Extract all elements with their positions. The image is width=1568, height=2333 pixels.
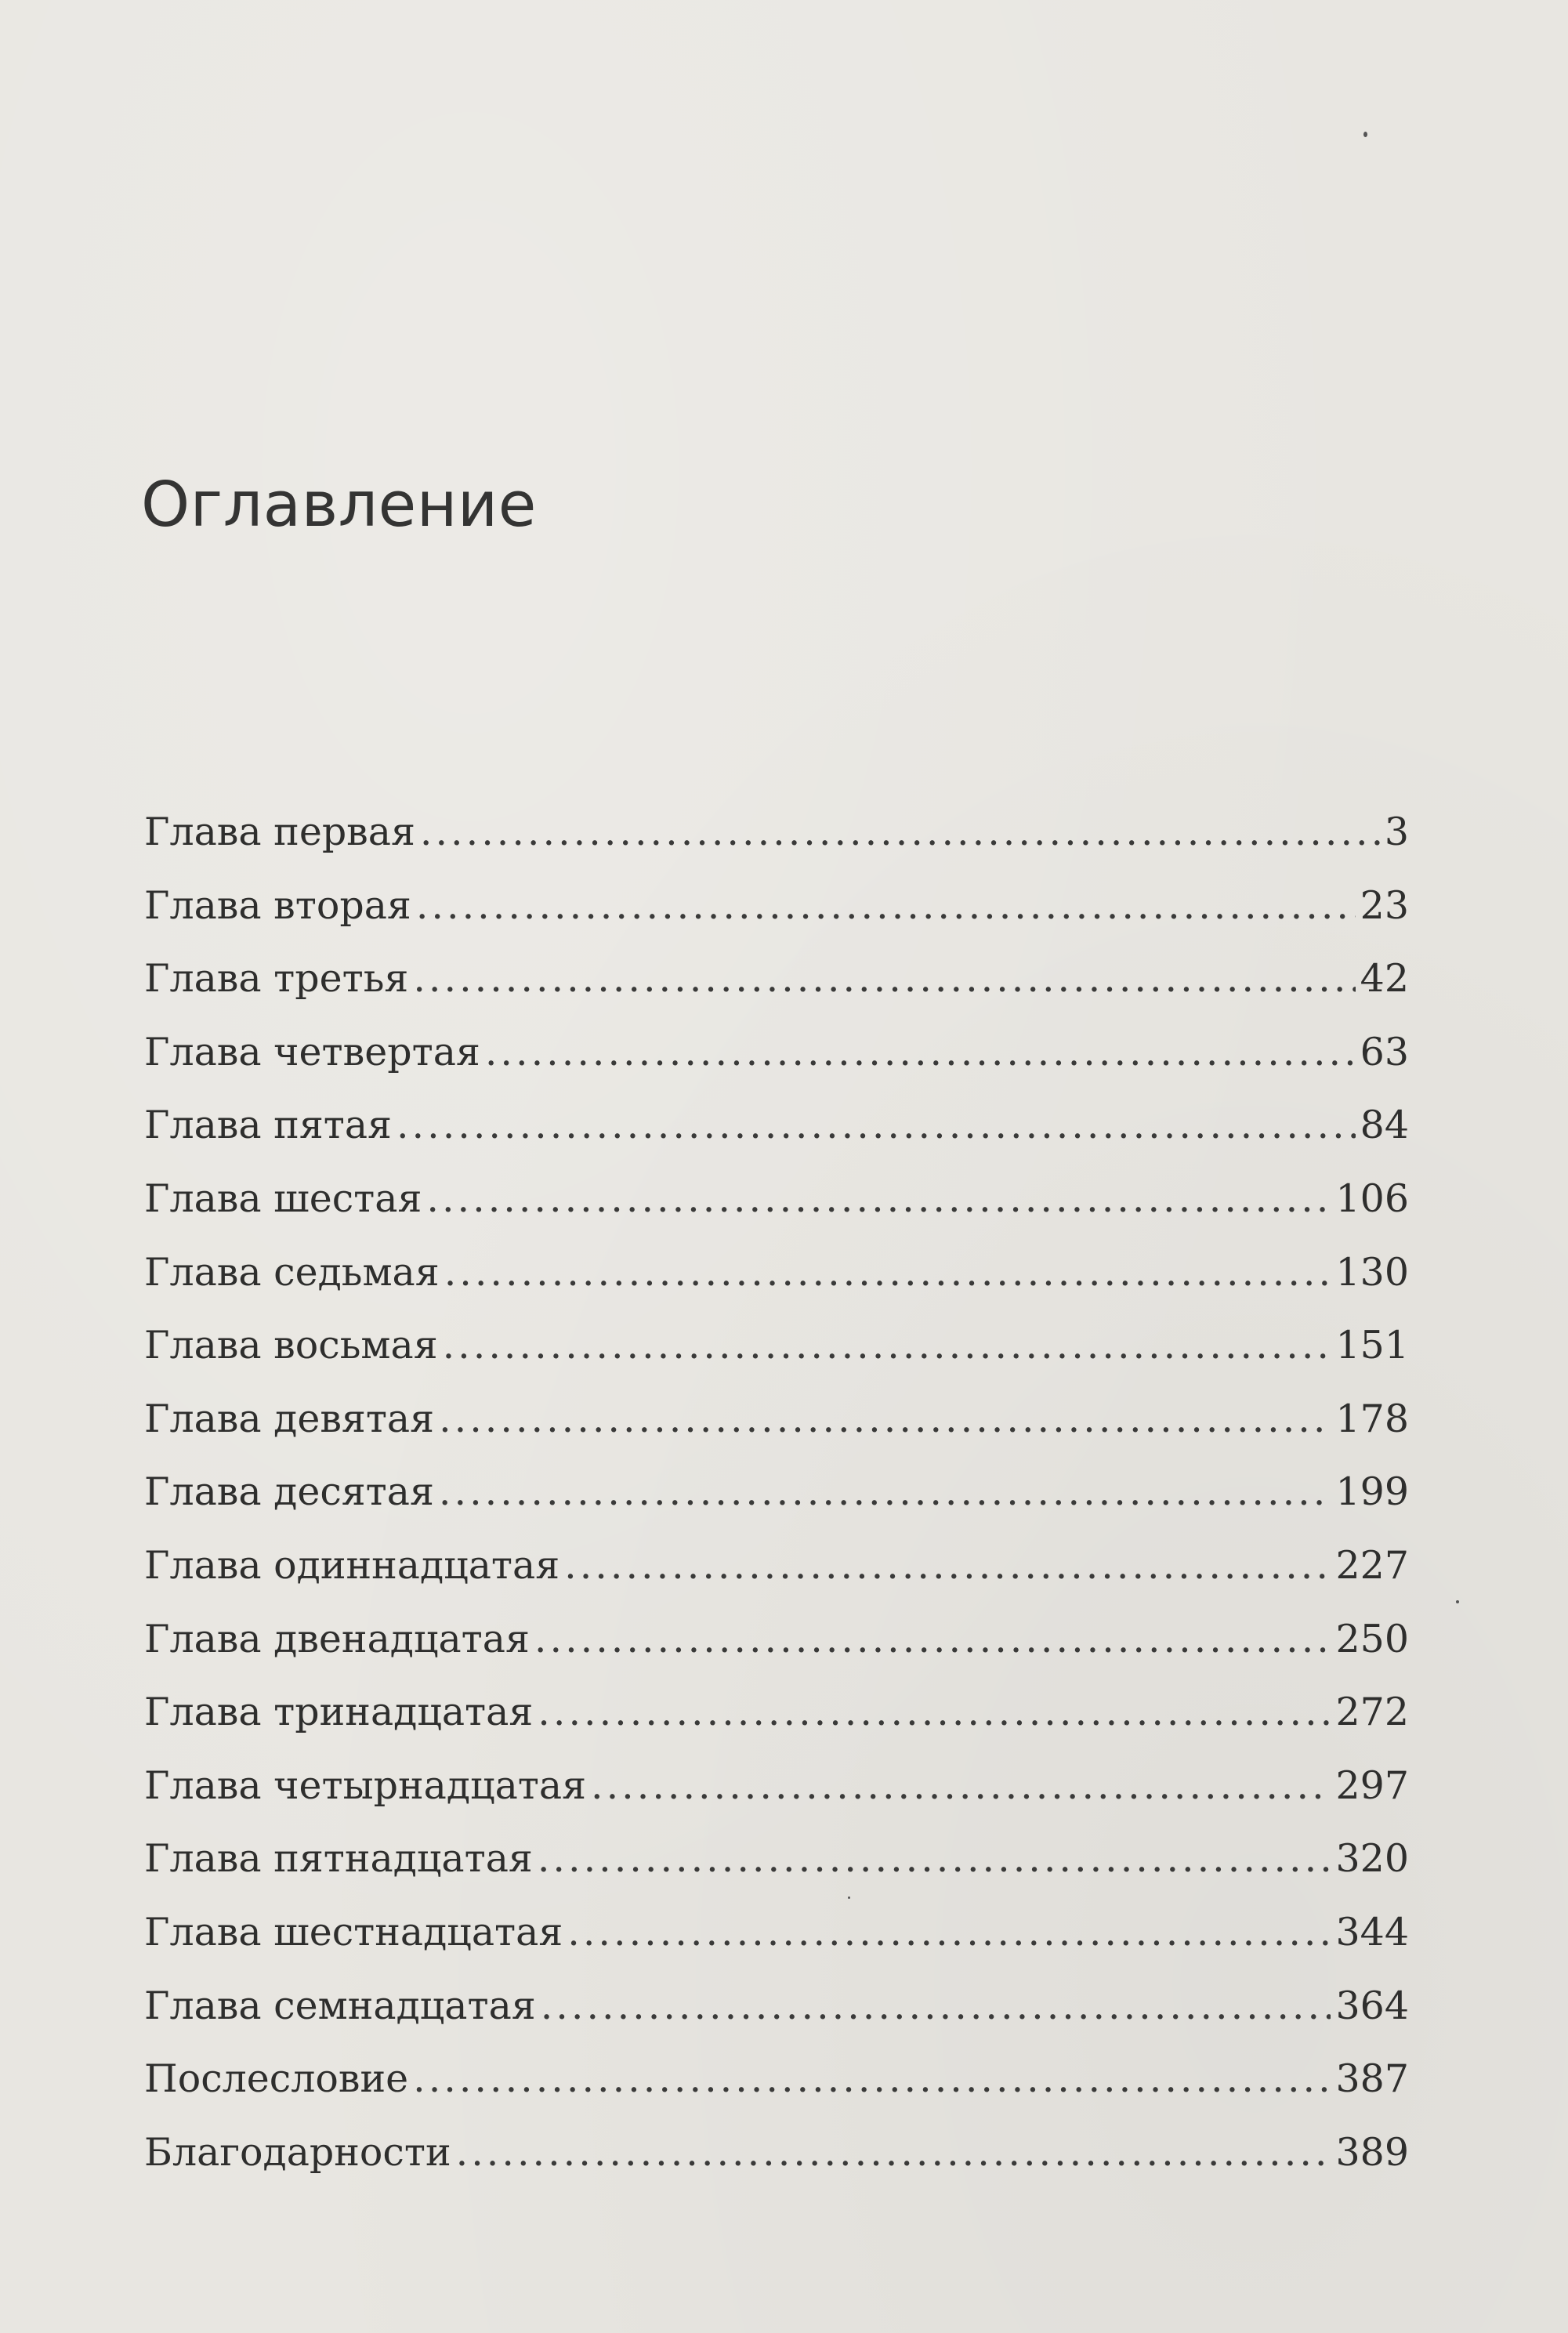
dot-leader — [413, 2042, 1331, 2116]
dot-leader — [538, 1675, 1331, 1749]
toc-entry — [144, 1236, 1409, 1310]
toc-entry-title: Глава девятая — [144, 1396, 435, 1441]
dot-leader — [426, 1162, 1331, 1236]
toc-entry-page: 3 — [1384, 810, 1409, 854]
page-title: Оглавление — [141, 469, 537, 541]
toc-entry — [144, 1309, 1409, 1382]
dot-leader — [444, 1236, 1331, 1310]
toc-entry-page: 106 — [1335, 1176, 1409, 1221]
paper-speck — [1456, 1600, 1459, 1603]
toc-entry — [144, 1382, 1409, 1456]
toc-entry-page: 227 — [1335, 1542, 1409, 1588]
toc-entry — [144, 795, 1409, 869]
toc-entry-page: 320 — [1335, 1836, 1409, 1882]
toc-entry-page: 178 — [1335, 1396, 1409, 1441]
toc-entry-title: Глава десятая — [144, 1469, 434, 1515]
dot-leader — [443, 1309, 1331, 1382]
toc-entry — [144, 869, 1409, 943]
toc-entry — [144, 2116, 1409, 2190]
toc-entry-title: Глава шестнадцатая — [144, 1909, 563, 1954]
toc-entry — [144, 1529, 1409, 1603]
toc-entry — [144, 2042, 1409, 2116]
toc-entry-page: 151 — [1335, 1323, 1409, 1368]
toc-entry-page: 63 — [1360, 1029, 1409, 1074]
toc-entry-title: Глава четвертая — [144, 1029, 480, 1074]
toc-entry-page: 272 — [1335, 1690, 1409, 1735]
toc-entry-title: Глава тринадцатая — [144, 1690, 534, 1735]
dot-leader — [564, 1529, 1331, 1603]
toc-entry — [144, 1969, 1409, 2043]
toc-entry-title: Глава вторая — [144, 882, 411, 928]
dot-leader — [413, 942, 1355, 1016]
toc-entry-title: Глава пятая — [144, 1103, 392, 1148]
toc-entry-page: 387 — [1335, 2056, 1409, 2102]
toc-entry — [144, 1603, 1409, 1676]
dot-leader — [591, 1749, 1331, 1823]
toc-entry-page: 297 — [1335, 1762, 1409, 1808]
dot-leader — [485, 1016, 1356, 1089]
dot-leader — [397, 1089, 1356, 1162]
toc-entry-title: Глава восьмая — [144, 1323, 438, 1368]
toc-entry-title: Глава одиннадцатая — [144, 1542, 560, 1588]
toc-entry — [144, 1675, 1409, 1749]
toc-entry — [144, 1455, 1409, 1529]
toc-entry-title: Глава седьмая — [144, 1249, 440, 1295]
toc-entry — [144, 1749, 1409, 1823]
toc-entry-page: 23 — [1360, 882, 1409, 928]
toc-entry-title: Глава шестая — [144, 1176, 422, 1221]
toc-entry — [144, 1822, 1409, 1896]
toc-entry-page: 84 — [1360, 1103, 1409, 1148]
dot-leader — [439, 1455, 1331, 1529]
dot-leader — [541, 1969, 1331, 2043]
toc-entry-title: Благодарности — [144, 2129, 451, 2175]
toc-entry — [144, 1089, 1409, 1162]
toc-entry-title: Послесловие — [144, 2056, 409, 2102]
toc-entry-title: Глава третья — [144, 956, 409, 1002]
toc-entry-page: 344 — [1335, 1909, 1409, 1954]
dot-leader — [538, 1822, 1331, 1896]
toc-entry — [144, 1162, 1409, 1236]
toc-entry-title: Глава первая — [144, 810, 415, 854]
dot-leader — [439, 1382, 1331, 1456]
toc-entry — [144, 942, 1409, 1016]
toc-entry-title: Глава двенадцатая — [144, 1616, 530, 1661]
toc-entry — [144, 1896, 1409, 1969]
toc-entry — [144, 1016, 1409, 1089]
toc-entry-title: Глава семнадцатая — [144, 1983, 536, 2028]
toc-entry-page: 389 — [1335, 2129, 1409, 2175]
dot-leader — [416, 869, 1356, 943]
toc-entry-page: 250 — [1335, 1616, 1409, 1661]
dot-leader — [456, 2116, 1331, 2190]
dot-leader — [420, 795, 1380, 869]
toc-entry-title: Глава четырнадцатая — [144, 1762, 587, 1808]
toc-entry-page: 130 — [1335, 1249, 1409, 1295]
dot-leader — [534, 1603, 1331, 1676]
toc-entry-page: 199 — [1335, 1469, 1409, 1515]
paper-speck — [1363, 132, 1367, 137]
toc-entry-title: Глава пятнадцатая — [144, 1836, 533, 1882]
toc-entry-page: 364 — [1335, 1983, 1409, 2028]
toc-entry-page: 42 — [1360, 956, 1409, 1002]
dot-leader — [567, 1896, 1331, 1969]
table-of-contents — [144, 795, 1409, 2189]
